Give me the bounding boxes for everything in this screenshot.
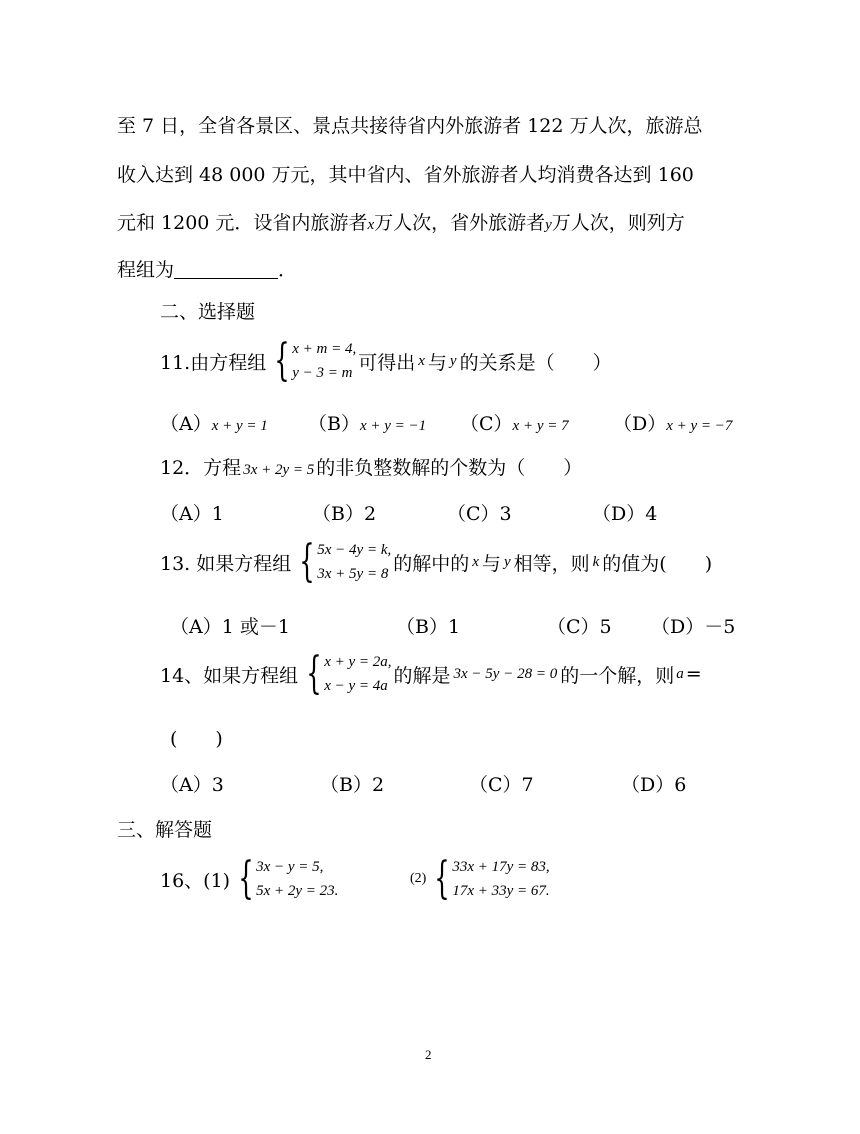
- q13-eq2: 3x + 5y = 8: [317, 566, 389, 582]
- intro-line-3: [117, 208, 685, 235]
- q14-option-d[interactable]: （D）6: [621, 774, 687, 796]
- q11-system: [268, 337, 356, 385]
- q12-expr: 3x + 2y = 5: [243, 462, 315, 478]
- q13-system: [293, 538, 391, 586]
- option-expr: x + y = 7: [512, 418, 569, 434]
- q14-eq2: x − y = 4a: [324, 678, 388, 694]
- brace-icon: {: [274, 335, 290, 386]
- q14-expr: 3x − 5y − 28 = 0: [453, 665, 558, 682]
- brace-icon: {: [238, 853, 254, 904]
- q11-option-b[interactable]: [308, 409, 426, 436]
- q14-stem: [160, 650, 702, 698]
- q14-prefix: 14、如果方程组: [160, 664, 299, 687]
- option-expr: x + y = 1: [211, 418, 268, 434]
- intro-line-4: [117, 255, 297, 282]
- q16-prefix: 16、(1): [160, 869, 231, 892]
- q16-system-1: [232, 855, 338, 903]
- q16-part-2: [410, 855, 552, 903]
- q13-and: 与: [481, 552, 501, 575]
- q13-mid2: 相等，则: [513, 552, 590, 575]
- intro-line-3-b: 万人次，省外旅游者: [374, 212, 546, 234]
- answer-blank[interactable]: [174, 258, 278, 279]
- page-number: 2: [425, 1047, 432, 1062]
- q14-eqsign: =: [685, 663, 702, 685]
- intro-line-4-a: 程组为: [117, 259, 175, 281]
- q11-x: x: [418, 352, 425, 369]
- q12-option-a[interactable]: （A）1: [160, 503, 224, 525]
- q13-option-a[interactable]: （A）1 或－1: [170, 616, 290, 638]
- q13-x: x: [472, 553, 479, 570]
- q11-prefix: 11.由方程组: [160, 351, 267, 374]
- section-3-title: 三、解答题: [117, 819, 213, 841]
- q14-eq1: x + y = 2a,: [324, 654, 392, 670]
- q16-part-1: [160, 855, 340, 903]
- intro-line-4-b: ．: [278, 259, 298, 281]
- option-label: （C）: [460, 413, 513, 435]
- q11-mid: 可得出: [358, 351, 416, 374]
- q14-system: [300, 650, 391, 698]
- q14-suffix: 的一个解，则: [560, 664, 675, 687]
- q14-option-c[interactable]: （C）7: [469, 774, 534, 796]
- q12-option-d[interactable]: （D）4: [592, 503, 658, 525]
- q12-prefix: 12．方程: [160, 457, 242, 479]
- option-label: （A）: [160, 413, 212, 435]
- var-x: x: [367, 217, 375, 233]
- q14-option-b[interactable]: （B）2: [320, 774, 385, 796]
- q16-p2-label: (2): [410, 871, 427, 886]
- q14-a: a: [676, 665, 684, 682]
- intro-line-1: 至 7 日，全省各景区、景点共接待省内外旅游者 122 万人次，旅游总: [117, 115, 703, 137]
- q13-stem: [160, 538, 712, 586]
- q16-p1-eq2: 5x + 2y = 23.: [256, 883, 339, 899]
- intro-line-3-c: 万人次，则列方: [551, 212, 685, 234]
- q11-option-d[interactable]: [613, 409, 732, 436]
- q11-option-c[interactable]: [460, 409, 569, 436]
- q16-system-2: [428, 855, 549, 903]
- q11-stem: [160, 337, 612, 385]
- q13-option-d[interactable]: （D）－5: [651, 616, 736, 638]
- q13-y: y: [503, 553, 511, 570]
- q12-suffix: 的非负整数解的个数为（ ）: [316, 457, 583, 479]
- q12-stem: [160, 453, 582, 480]
- q12-option-b[interactable]: （B）2: [312, 503, 377, 525]
- intro-line-2: 收入达到 48 000 万元，其中省内、省外旅游者人均消费各达到 160: [117, 164, 694, 186]
- q11-suffix: 的关系是（ ）: [459, 351, 612, 374]
- q11-y: y: [449, 352, 457, 369]
- option-expr: x + y = −7: [666, 418, 733, 434]
- q14-mid: 的解是: [393, 664, 451, 687]
- intro-line-3-a: 元和 1200 元．设省内旅游者: [117, 212, 368, 234]
- q13-eq1: 5x − 4y = k,: [317, 542, 392, 558]
- q13-option-b[interactable]: （B）1: [396, 616, 461, 638]
- q11-and: 与: [427, 351, 447, 374]
- q11-eq1: x + m = 4,: [292, 341, 357, 357]
- brace-icon: {: [306, 648, 322, 699]
- brace-icon: {: [434, 853, 451, 904]
- q13-k: k: [592, 553, 600, 570]
- q13-prefix: 13. 如果方程组: [160, 552, 292, 575]
- option-label: （D）: [613, 413, 667, 435]
- q11-option-a[interactable]: [160, 409, 268, 436]
- q13-mid1: 的解中的: [393, 552, 470, 575]
- q13-suffix: 的值为( ): [602, 552, 713, 575]
- q14-option-a[interactable]: （A）3: [160, 774, 224, 796]
- var-y: y: [545, 217, 552, 233]
- q14-paren: ( ): [170, 728, 223, 750]
- option-label: （B）: [308, 413, 360, 435]
- q12-option-c[interactable]: （C）3: [447, 503, 512, 525]
- q11-eq2: y − 3 = m: [292, 365, 353, 381]
- option-expr: x + y = −1: [359, 418, 427, 434]
- q16-p1-eq1: 3x − y = 5,: [256, 859, 324, 875]
- section-2-title: 二、选择题: [160, 301, 256, 323]
- q13-option-c[interactable]: （C）5: [547, 616, 612, 638]
- q16-p2-eq2: 17x + 33y = 67.: [452, 883, 550, 899]
- brace-icon: {: [299, 536, 315, 587]
- q16-p2-eq1: 33x + 17y = 83,: [452, 859, 550, 875]
